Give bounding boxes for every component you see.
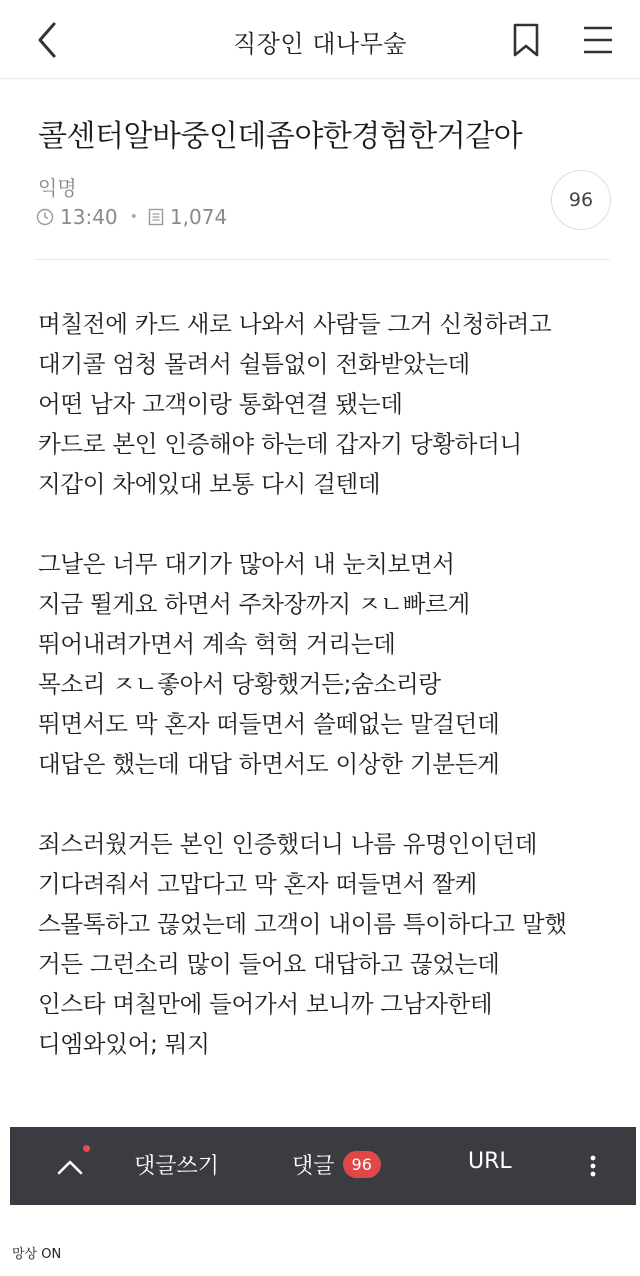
body-line: 며칠전에 카드 새로 나와서 사람들 그거 신청하려고 [38, 310, 552, 338]
body-line: 카드로 본인 인증해야 하는데 갑자기 당황하더니 [38, 430, 522, 458]
body-line: 지갑이 차에있대 보통 다시 걸텐데 [38, 470, 381, 498]
body-line: 뛰어내려가면서 계속 헉헉 거리는데 [38, 630, 396, 658]
body-line: 어떤 남자 고객이랑 통화연결 됐는데 [38, 390, 403, 418]
url-button[interactable]: URL [468, 1149, 512, 1174]
post-author: 익명 [38, 176, 77, 200]
body-line: 그날은 너무 대기가 많아서 내 눈치보면서 [38, 550, 455, 578]
paragraph [38, 304, 618, 504]
body-line: 뛰면서도 막 혼자 떠들면서 쓸떼없는 말걸던데 [38, 710, 500, 738]
paragraph [38, 544, 618, 784]
body-line: 인스타 며칠만에 들어가서 보니까 그남자한테 [38, 990, 493, 1018]
views-icon [148, 208, 164, 226]
more-options-button[interactable] [582, 1147, 604, 1187]
body-line: 죄스러웠거든 본인 인증했더니 나름 유명인이던데 [38, 830, 538, 858]
bookmark-button[interactable] [508, 20, 544, 60]
divider [36, 259, 610, 260]
comments-label: 댓글 [292, 1154, 335, 1179]
back-button[interactable] [28, 20, 68, 60]
scroll-up-button[interactable] [50, 1147, 90, 1187]
paragraph [38, 824, 618, 1064]
comment-count-badge: 96 [343, 1151, 381, 1178]
comment-count-button[interactable]: 96 [551, 170, 611, 230]
bookmark-icon [508, 20, 544, 60]
write-comment-button[interactable]: 댓글쓰기 [134, 1154, 220, 1179]
notification-dot [83, 1145, 90, 1152]
vertical-dots-icon [582, 1147, 604, 1187]
post-body [38, 304, 618, 1104]
chevron-up-icon [50, 1147, 90, 1187]
watermark: 망상 ON [12, 1247, 62, 1262]
body-line: 목소리 ㅈㄴ좋아서 당황했거든;숨소리랑 [38, 670, 441, 698]
post-meta [36, 205, 227, 229]
clock-icon [36, 208, 54, 226]
body-line: 대답은 했는데 대답 하면서도 이상한 기분든게 [38, 750, 500, 778]
top-header [0, 0, 640, 79]
menu-button[interactable] [578, 20, 618, 60]
hamburger-menu-icon [578, 20, 618, 60]
body-line: 기다려줘서 고맙다고 막 혼자 떠들면서 짤케 [38, 870, 478, 898]
comments-button[interactable] [292, 1149, 381, 1180]
post-views: 1,074 [169, 205, 228, 229]
post-time: 13:40 [60, 205, 118, 229]
bottom-action-bar [10, 1127, 636, 1205]
chevron-left-icon [28, 20, 68, 60]
post-title: 콜센터알바중인데좀야한경험한거같아 [38, 119, 523, 154]
body-line: 디엠와있어; 뭐지 [38, 1030, 210, 1058]
body-line: 스몰톡하고 끊었는데 고객이 내이름 특이하다고 말했 [38, 910, 567, 938]
body-line: 대기콜 엄청 몰려서 쉴틈없이 전화받았는데 [38, 350, 470, 378]
body-line: 지금 뛸게요 하면서 주차장까지 ㅈㄴ빠르게 [38, 590, 470, 618]
body-line: 거든 그런소리 많이 들어요 대답하고 끊었는데 [38, 950, 500, 978]
meta-separator: • [129, 209, 138, 225]
board-title: 직장인 대나무숲 [233, 30, 407, 58]
